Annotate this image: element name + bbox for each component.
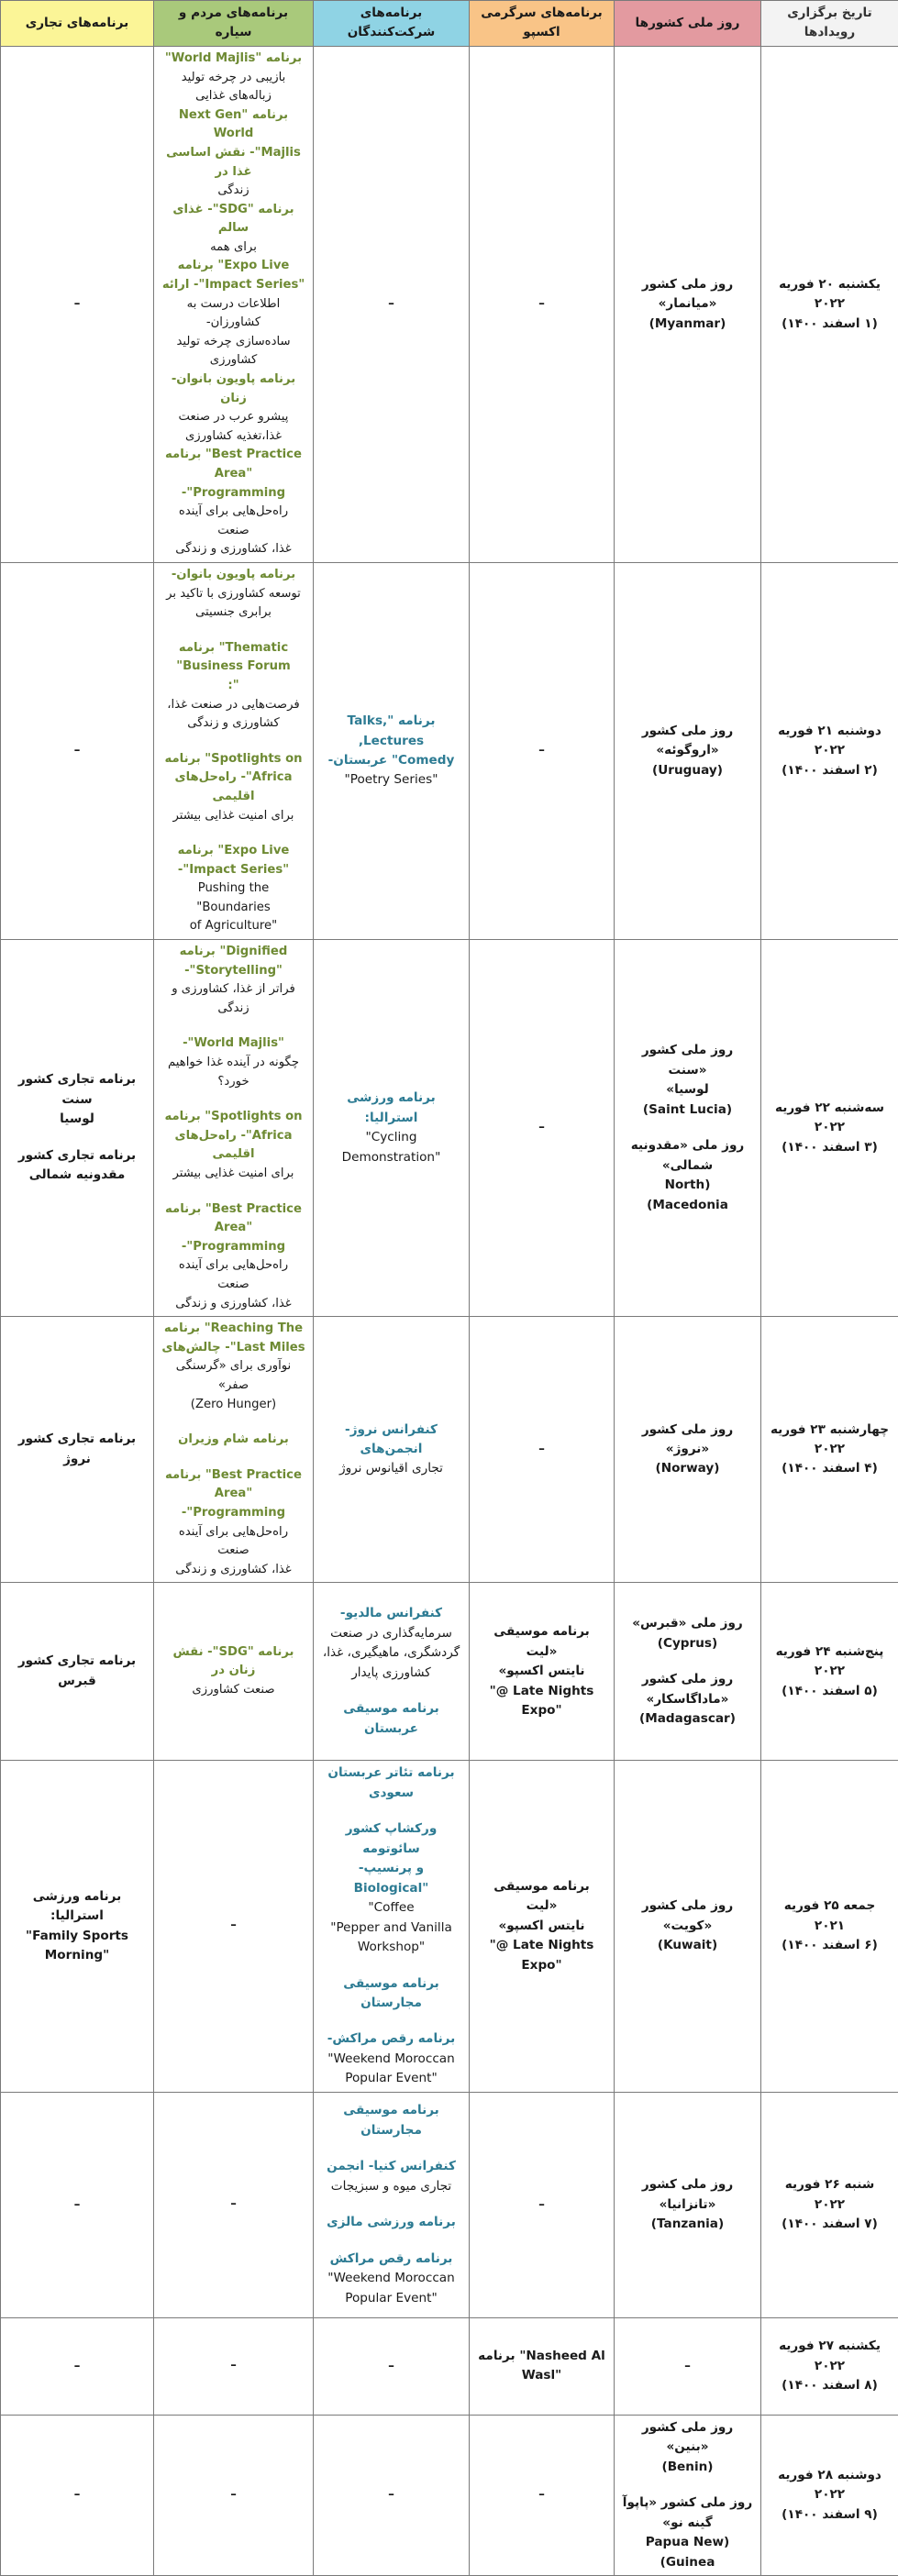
trade-program-line: برنامه تجاری کشور (8, 1146, 146, 1166)
participant-program-line: "Demonstration (321, 1148, 461, 1167)
national-day-line: روز ملی کشور «تانزانیا» (622, 2175, 753, 2215)
participant-program-line (321, 2233, 461, 2250)
event-date-line: (۶ اسفند ۱۴۰۰) (769, 1936, 891, 1955)
national-day-cell (615, 2092, 761, 2317)
people-planet-program-cell (154, 940, 314, 1317)
participant-program-line: برنامه "Talks, Lectures, (321, 712, 461, 751)
people-planet-program-cell (154, 1761, 314, 2093)
event-date-line: ۲۰۲۲ (769, 294, 891, 314)
participant-program-line: Coffee" (321, 1898, 461, 1918)
people-planet-program-line: Spotlights on" برنامه (161, 750, 305, 769)
trade-program-cell (1, 1761, 154, 2093)
entertainment-program-cell (470, 562, 615, 939)
event-date-line: ۲۰۲۲ (769, 2357, 891, 2376)
participant-program-line (321, 2013, 461, 2029)
participant-program-line: برنامه موسیقی مجارستان (321, 1974, 461, 2014)
national-day-line: (Madagascar) (622, 1709, 753, 1729)
people-planet-program-line: برای امنیت غذایی بیشتر (161, 1165, 305, 1184)
people-planet-program-line: راه‌حل‌هایی برای آینده صنعت (161, 503, 305, 540)
event-date-line: (۳ اسفند ۱۴۰۰) (769, 1138, 891, 1157)
people-planet-program-line (161, 734, 305, 750)
header-participants: برنامه‌های شرکت‌کنندگان (314, 1, 470, 47)
people-planet-program-line: Pushing the Boundaries" (161, 879, 305, 917)
national-day-cell (615, 2415, 761, 2575)
people-planet-program-cell (154, 1317, 314, 1583)
people-planet-program-line: Expo Live" برنامه (161, 257, 305, 276)
entertainment-program-line: برنامه موسیقی «لیت (477, 1877, 606, 1917)
table-row (1, 1317, 898, 1583)
event-date-cell (761, 2317, 898, 2415)
national-day-cell (615, 1761, 761, 2093)
event-date-line: (۴ اسفند ۱۴۰۰) (769, 1459, 891, 1478)
people-planet-program-cell (154, 1583, 314, 1761)
participant-program-line: برنامه تئاتر عربستان (321, 1763, 461, 1783)
participant-program-line: "Workshop (321, 1938, 461, 1957)
participant-program-line (321, 2140, 461, 2157)
table-row (1, 2415, 898, 2575)
national-day-line: روز ملی کشور «اروگوئه» (622, 722, 753, 761)
header-trade: برنامه‌های تجاری (1, 1, 154, 47)
trade-program-line: Family Sports" (8, 1927, 146, 1946)
entertainment-program-line: – (477, 2195, 606, 2215)
people-planet-program-line: Reaching The" برنامه (161, 1320, 305, 1339)
entertainment-program-line: "Wasl (477, 2366, 606, 2385)
people-planet-program-line: خورد؟ (161, 1073, 305, 1092)
participant-program-line: سرمایه‌گذاری در صنعت (321, 1624, 461, 1643)
people-planet-program-line: نوآوری برای «گرسنگی صفر» (161, 1357, 305, 1395)
people-planet-program-line: Africa"- راه‌حل‌های اقلیمی (161, 1127, 305, 1165)
national-day-cell (615, 1317, 761, 1583)
people-planet-program-line: "Impact Series"- ارائه (161, 276, 305, 295)
trade-program-line: برنامه ورزشی استرالیا: (8, 1887, 146, 1927)
people-planet-program-line: Best Practice" برنامه (161, 446, 305, 465)
entertainment-program-line: – (477, 741, 606, 760)
entertainment-program-line: نایتس اکسپو» (477, 1917, 606, 1936)
people-planet-program-line: "Area Programming"- (161, 1219, 305, 1256)
event-date-line: دوشنبه ۲۸ فوریه ۲۰۲۲ (769, 2466, 891, 2505)
participant-program-line: برنامه ورزشی مالزی (321, 2213, 461, 2232)
trade-program-line: – (8, 2485, 146, 2504)
national-day-line: گینه نو» (622, 2514, 753, 2533)
people-planet-program-line: کشاورزی و زندگی (161, 714, 305, 734)
national-day-line: (Cyprus) (622, 1634, 753, 1653)
national-day-line: روز ملی کشور «کویت» (622, 1896, 753, 1936)
event-date-line: دوشنبه ۲۱ فوریه (769, 722, 891, 741)
entertainment-program-line: برنامه موسیقی «لیت (477, 1622, 606, 1662)
event-date-line: سه‌شنبه ۲۲ فوریه (769, 1099, 891, 1118)
event-date-line: (۲ اسفند ۱۴۰۰) (769, 761, 891, 780)
national-day-line (622, 1120, 753, 1136)
people-planet-program-line: Spotlights on" برنامه (161, 1108, 305, 1127)
trade-program-cell (1, 2317, 154, 2415)
national-day-line: (Myanmar) (622, 315, 753, 334)
people-planet-program-cell (154, 2317, 314, 2415)
participant-program-line: "Poetry Series" (321, 770, 461, 790)
participant-program-line: کنفرانس کنیا- انجمن (321, 2157, 461, 2176)
trade-program-line (8, 1130, 146, 1146)
people-planet-program-line: "Impact Series"- (161, 861, 305, 880)
national-day-line: روز ملی کشور (622, 1670, 753, 1689)
participant-program-line: – (321, 2485, 461, 2504)
header-people-planet: برنامه‌های مردم و سیاره (154, 1, 314, 47)
people-planet-program-line: کشاورزی (161, 351, 305, 370)
people-planet-program-line: "Storytelling"- (161, 962, 305, 981)
people-planet-program-line: فراتر از غذا، کشاورزی و زندگی (161, 980, 305, 1018)
event-date-cell (761, 562, 898, 939)
trade-program-cell (1, 1583, 154, 1761)
entertainment-program-cell (470, 2317, 615, 2415)
people-planet-program-line: غذا، کشاورزی و زندگی (161, 540, 305, 559)
national-day-line: روز ملی کشور «نروژ» (622, 1421, 753, 1460)
entertainment-program-line: Nasheed Al" برنامه (477, 2347, 606, 2366)
participant-program-line (321, 1958, 461, 1974)
trade-program-line: – (8, 2195, 146, 2215)
people-planet-program-line: – (161, 2357, 305, 2376)
participant-program-line: تجاری میوه و سبزیجات (321, 2177, 461, 2196)
participant-program-line: کشاورزی پایدار (321, 1664, 461, 1683)
entertainment-program-line: – (477, 294, 606, 314)
table-row (1, 2317, 898, 2415)
national-day-line: – (622, 2357, 753, 2376)
event-date-cell (761, 2415, 898, 2575)
trade-program-cell (1, 1317, 154, 1583)
people-planet-program-line: Best Practice" برنامه (161, 1200, 305, 1220)
people-planet-program-cell (154, 2415, 314, 2575)
trade-program-line: لوسیا (8, 1110, 146, 1129)
people-planet-program-cell (154, 2092, 314, 2317)
entertainment-program-line: – (477, 1440, 606, 1459)
event-date-cell (761, 2092, 898, 2317)
people-planet-program-line (161, 623, 305, 639)
participant-program-cell (314, 940, 470, 1317)
people-planet-program-line: راه‌حل‌هایی برای آینده صنعت (161, 1523, 305, 1561)
people-planet-program-line: برنامه شام وزیران (161, 1431, 305, 1450)
people-planet-program-line: بازیبی در چرخه تولید (161, 69, 305, 88)
entertainment-program-cell (470, 1317, 615, 1583)
national-day-line: روز ملی کشور «پاپوآ (622, 2493, 753, 2513)
table-row (1, 2092, 898, 2317)
trade-program-line: برنامه تجاری کشور سنت (8, 1070, 146, 1110)
national-day-line: روز ملی «قبرس» (622, 1614, 753, 1633)
event-date-cell (761, 46, 898, 562)
entertainment-program-cell (470, 2092, 615, 2317)
trade-program-line: برنامه تجاری کشور قبرس (8, 1652, 146, 1691)
national-day-cell (615, 1583, 761, 1761)
people-planet-program-line: ": (161, 677, 305, 696)
event-date-cell (761, 1761, 898, 2093)
people-planet-program-line: برنامه پاویون بانوان- (161, 566, 305, 585)
event-date-line: چهارشنبه ۲۳ فوریه (769, 1421, 891, 1440)
participant-program-line: "Popular Event (321, 2069, 461, 2088)
people-planet-program-line: برابری جنسیتی (161, 603, 305, 623)
participant-program-line: و پرنسیپ- "Biological (321, 1859, 461, 1898)
people-planet-program-line (161, 1018, 305, 1034)
event-date-line: یکشنبه ۲۷ فوریه (769, 2337, 891, 2356)
people-planet-program-line: (Zero Hunger) (161, 1396, 305, 1415)
participant-program-line: ورکشاپ کشور سائوتومه (321, 1819, 461, 1859)
trade-program-line: مقدونیه شمالی (8, 1166, 146, 1185)
national-day-line: (Papua New Guinea) (622, 2533, 753, 2572)
people-planet-program-line: برنامه پاویون بانوان- زنان (161, 370, 305, 408)
participant-program-line: – (321, 294, 461, 314)
event-date-line: (۷ اسفند ۱۴۰۰) (769, 2215, 891, 2234)
participant-program-line: برنامه موسیقی عربستان (321, 1699, 461, 1739)
people-planet-program-line: برنامه "SDG"- غذای سالم (161, 201, 305, 238)
trade-program-line: – (8, 294, 146, 314)
table-row (1, 940, 898, 1317)
national-day-line (622, 1653, 753, 1670)
national-day-line: «ماداگاسکار» (622, 1690, 753, 1709)
national-day-cell (615, 2317, 761, 2415)
national-day-cell (615, 940, 761, 1317)
people-planet-program-line: برنامه "World Majlis" (161, 50, 305, 69)
event-date-line: ۲۰۲۲ (769, 1662, 891, 1681)
participant-program-cell (314, 1761, 470, 2093)
national-day-cell (615, 562, 761, 939)
header-date: تاریخ برگزاری رویدادها (761, 1, 898, 47)
national-day-line: روز ملی کشور «بنین» (622, 2418, 753, 2458)
people-planet-program-line: "World Majlis"- (161, 1034, 305, 1054)
people-planet-program-line: Dignified" برنامه (161, 943, 305, 962)
entertainment-program-line: Late Nights @" (477, 1936, 606, 1955)
entertainment-program-cell (470, 1761, 615, 2093)
event-date-line: (۸ اسفند ۱۴۰۰) (769, 2376, 891, 2395)
entertainment-program-line: Late Nights @" (477, 1682, 606, 1701)
table-row (1, 562, 898, 939)
participant-program-line: گردشگری، ماهیگیری، غذا، (321, 1643, 461, 1663)
participant-program-line: Weekend Moroccan" (321, 2269, 461, 2288)
national-day-line: روز ملی کشور «میانمار» (622, 275, 753, 315)
participant-program-line: برنامه موسیقی مجارستان (321, 2101, 461, 2140)
table-row (1, 1761, 898, 2093)
people-planet-program-line: Last Miles"- چالش‌های (161, 1339, 305, 1358)
people-planet-program-line: غذا، کشاورزی و زندگی (161, 1561, 305, 1580)
people-planet-program-line: راه‌حل‌هایی برای آینده صنعت (161, 1256, 305, 1294)
national-day-line: روز ملی کشور «سنت (622, 1041, 753, 1080)
people-planet-program-line: Thematic" برنامه (161, 639, 305, 658)
entertainment-program-line: "Expo (477, 1956, 606, 1975)
participant-program-line: برنامه رقص مراکش- (321, 2029, 461, 2049)
national-day-line: لوسیا» (622, 1080, 753, 1100)
trade-program-cell (1, 940, 154, 1317)
people-planet-program-line: زندگی (161, 182, 305, 201)
entertainment-program-cell (470, 1583, 615, 1761)
national-day-line: (Norway) (622, 1459, 753, 1478)
entertainment-program-cell (470, 2415, 615, 2575)
national-day-line (622, 2477, 753, 2493)
entertainment-program-line: "Expo (477, 1701, 606, 1720)
national-day-line: (Kuwait) (622, 1936, 753, 1955)
trade-program-cell (1, 2092, 154, 2317)
trade-program-cell (1, 46, 154, 562)
event-date-cell (761, 1583, 898, 1761)
national-day-line: روز ملی «مقدونیه (622, 1136, 753, 1155)
entertainment-program-line: – (477, 2485, 606, 2504)
people-planet-program-line: چگونه در آینده غذا خواهیم (161, 1054, 305, 1073)
participant-program-cell (314, 2092, 470, 2317)
participant-program-line: برنامه ورزشی استرالیا: (321, 1089, 461, 1128)
participant-program-cell (314, 1583, 470, 1761)
event-date-line: شنبه ۲۶ فوریه ۲۰۲۲ (769, 2175, 891, 2215)
people-planet-program-line: – (161, 2195, 305, 2215)
participant-program-line: Weekend Moroccan" (321, 2050, 461, 2069)
people-planet-program-line: ساده‌سازی چرخه تولید (161, 333, 305, 352)
people-planet-program-line (161, 1091, 305, 1108)
participant-program-line (321, 1683, 461, 1699)
people-planet-program-line (161, 825, 305, 842)
people-planet-program-cell (154, 562, 314, 939)
people-planet-program-line: Majlis"- نقش اساسی غذا در (161, 144, 305, 182)
entertainment-program-line: نایتس اکسپو» (477, 1662, 606, 1681)
participant-program-cell (314, 1317, 470, 1583)
national-day-line: شمالی» (622, 1156, 753, 1176)
table-row (1, 1583, 898, 1761)
people-planet-program-line: توسعه کشاورزی با تاکید بر (161, 585, 305, 604)
people-planet-program-line: Africa"- راه‌حل‌های اقلیمی (161, 768, 305, 806)
trade-program-line: "Morning (8, 1946, 146, 1965)
table-row (1, 46, 898, 562)
entertainment-program-line: – (477, 1118, 606, 1137)
people-planet-program-line (161, 1450, 305, 1466)
people-planet-program-cell (154, 46, 314, 562)
participant-program-line (321, 2196, 461, 2213)
people-planet-program-line: "of Agriculture (161, 917, 305, 936)
people-planet-program-line: "Area Programming"- (161, 465, 305, 503)
event-date-line: (۹ اسفند ۱۴۰۰) (769, 2505, 891, 2525)
people-planet-program-line: صنعت کشاورزی (161, 1681, 305, 1700)
event-date-line: ۲۰۲۲ (769, 1440, 891, 1459)
event-date-line: (۱ اسفند ۱۴۰۰) (769, 315, 891, 334)
national-day-line: (Uruguay) (622, 761, 753, 780)
trade-program-line: برنامه تجاری کشور نروژ (8, 1430, 146, 1469)
people-planet-program-line: برنامه "SDG"- نقش زنان در (161, 1643, 305, 1681)
people-planet-program-line: Best Practice" برنامه (161, 1466, 305, 1486)
national-day-line: (Saint Lucia) (622, 1100, 753, 1120)
people-planet-program-line (161, 1184, 305, 1200)
event-date-cell (761, 940, 898, 1317)
participant-program-line: کنفرانس مالدیو- (321, 1604, 461, 1623)
people-planet-program-line (161, 1414, 305, 1431)
event-date-line: جمعه ۲۵ فوریه ۲۰۲۱ (769, 1896, 891, 1936)
people-planet-program-line: "Area Programming"- (161, 1485, 305, 1522)
people-planet-program-line: Business Forum" (161, 658, 305, 677)
people-planet-program-line: Expo Live" برنامه (161, 842, 305, 861)
header-national-days: روز ملی کشورها (615, 1, 761, 47)
entertainment-program-cell (470, 46, 615, 562)
event-date-line: ۲۰۲۲ (769, 1118, 891, 1137)
national-day-line: (North Macedonia) (622, 1176, 753, 1215)
people-planet-program-line: برای همه (161, 238, 305, 258)
participant-program-line: Pepper and Vanilla" (321, 1918, 461, 1938)
participant-program-cell (314, 562, 470, 939)
people-planet-program-line: غذا، کشاورزی و زندگی (161, 1295, 305, 1314)
participant-program-line: – (321, 2357, 461, 2376)
people-planet-program-line: زباله‌های غذایی (161, 87, 305, 106)
event-date-cell (761, 1317, 898, 1583)
trade-program-line: – (8, 741, 146, 760)
national-day-cell (615, 46, 761, 562)
participant-program-line: Cycling" (321, 1128, 461, 1147)
people-planet-program-line: غذا،تغذیه کشاورزی (161, 427, 305, 447)
participant-program-cell (314, 2317, 470, 2415)
header-entertainment: برنامه‌های سرگرمی اکسپو (470, 1, 615, 47)
people-planet-program-line: – (161, 2486, 305, 2505)
participant-program-line: برنامه رقص مراکش (321, 2250, 461, 2269)
participant-program-line: "Popular Event (321, 2289, 461, 2308)
people-planet-program-line: فرصت‌هایی در صنعت غذا، (161, 696, 305, 715)
header-row (1, 1, 898, 47)
event-date-line: ۲۰۲۲ (769, 741, 891, 760)
participant-program-line: Comedy" عربستان- (321, 751, 461, 770)
people-planet-program-line: پیشرو عرب در صنعت (161, 408, 305, 427)
people-planet-program-line: برای امنیت غذایی بیشتر (161, 807, 305, 826)
trade-program-cell (1, 2415, 154, 2575)
event-date-line: (۵ اسفند ۱۴۰۰) (769, 1682, 891, 1701)
trade-program-cell (1, 562, 154, 939)
national-day-line: (Benin) (622, 2458, 753, 2477)
people-planet-program-line: اطلاعات درست به کشاورزان- (161, 295, 305, 333)
national-day-line: (Tanzania) (622, 2215, 753, 2234)
people-planet-program-line: برنامه "Next Gen World (161, 106, 305, 144)
trade-program-line: – (8, 2357, 146, 2376)
participant-program-cell (314, 46, 470, 562)
people-planet-program-line: – (161, 1917, 305, 1936)
participant-program-cell (314, 2415, 470, 2575)
participant-program-line: سعودی (321, 1784, 461, 1803)
event-date-line: پنج‌شنبه ۲۴ فوریه (769, 1642, 891, 1662)
participant-program-line: تجاری اقیانوس نروژ (321, 1459, 461, 1478)
entertainment-program-cell (470, 940, 615, 1317)
participant-program-line: کنفرانس نروژ- انجمن‌های (321, 1421, 461, 1460)
participant-program-line (321, 1803, 461, 1819)
event-date-line: یکشنبه ۲۰ فوریه (769, 275, 891, 294)
